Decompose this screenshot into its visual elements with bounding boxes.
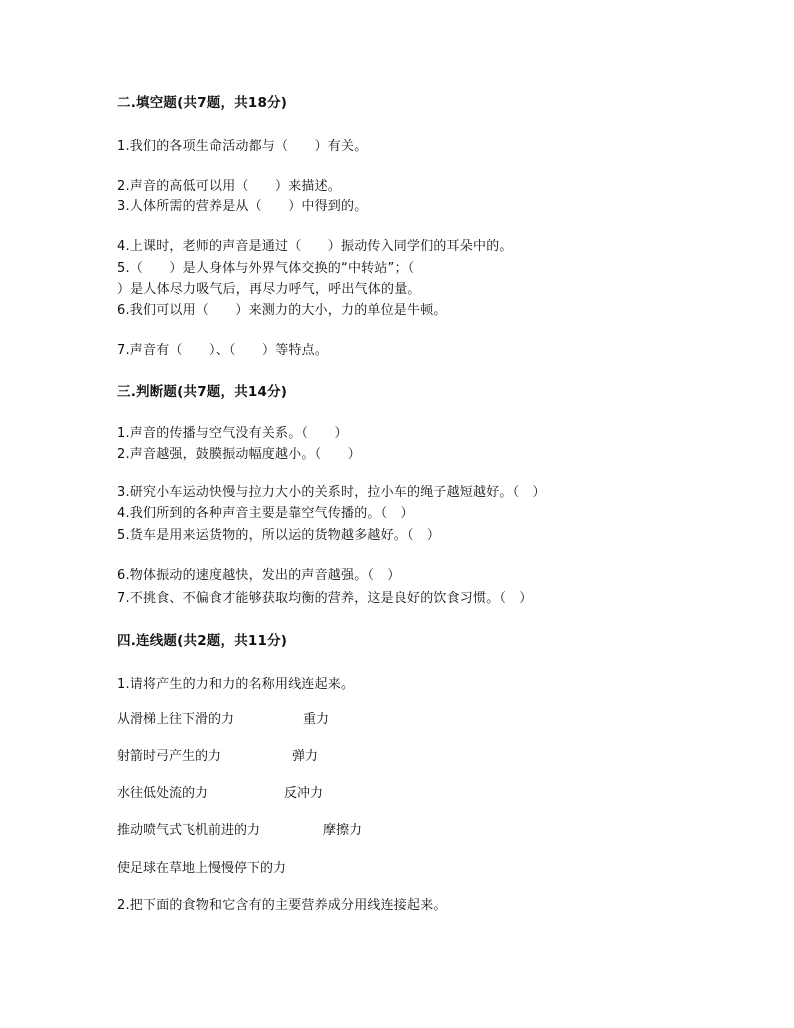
match-left-item: 推动喷气式飞机前进的力	[117, 823, 261, 838]
section-heading-matching: 四.连线题(共2题，共11分)	[117, 633, 288, 649]
match-right-item: 反冲力	[284, 786, 324, 801]
question-text: 5.（ ）是人身体与外界气体交换的“中转站”；（	[117, 261, 415, 276]
question-text: 1.声音的传播与空气没有关系。（ ）	[117, 426, 348, 441]
question-text: 4.上课时，老师的声音是通过（ ）振动传入同学们的耳朵中的。	[117, 239, 513, 254]
question-text: 2.声音越强，鼓膜振动幅度越小。（ ）	[117, 447, 361, 462]
match-left-item: 射箭时弓产生的力	[117, 749, 222, 764]
question-text: 3.人体所需的营养是从（ ）中得到的。	[117, 199, 368, 214]
question-text: 5.货车是用来运货物的，所以运的货物越多越好。（ ）	[117, 528, 441, 543]
question-text: 1.我们的各项生命活动都与（ ）有关。	[117, 139, 368, 154]
match-left-item: 从滑梯上往下滑的力	[117, 712, 235, 727]
section-heading-fill-blank: 二.填空题(共7题，共18分)	[117, 95, 288, 111]
question-text: 6.我们可以用（ ）来测力的大小，力的单位是牛顿。	[117, 303, 447, 318]
match-right-item: 弹力	[292, 749, 319, 764]
question-text: 7.声音有（ ）、（ ）等特点。	[117, 343, 329, 358]
section-heading-true-false: 三.判断题(共7题，共14分)	[117, 384, 288, 400]
question-text: 1.请将产生的力和力的名称用线连起来。	[117, 677, 355, 692]
question-text: 4.我们所到的各种声音主要是靠空气传播的。（ ）	[117, 506, 414, 521]
match-left-item: 使足球在草地上慢慢停下的力	[117, 861, 287, 876]
question-text: 3.研究小车运动快慢与拉力大小的关系时，拉小车的绳子越短越好。（ ）	[117, 485, 546, 500]
match-right-item: 摩擦力	[323, 823, 363, 838]
question-text-continued: ）是人体尽力吸气后，再尽力呼气，呼出气体的量。	[117, 282, 421, 297]
question-text: 6.物体振动的速度越快，发出的声音越强。（ ）	[117, 568, 401, 583]
match-left-item: 水往低处流的力	[117, 786, 209, 801]
question-text: 2.声音的高低可以用（ ）来描述。	[117, 179, 342, 194]
question-text: 7.不挑食、不偏食才能够获取均衡的营养，这是良好的饮食习惯。（ ）	[117, 591, 533, 606]
question-text: 2.把下面的食物和它含有的主要营养成分用线连接起来。	[117, 898, 447, 913]
match-right-item: 重力	[303, 712, 330, 727]
